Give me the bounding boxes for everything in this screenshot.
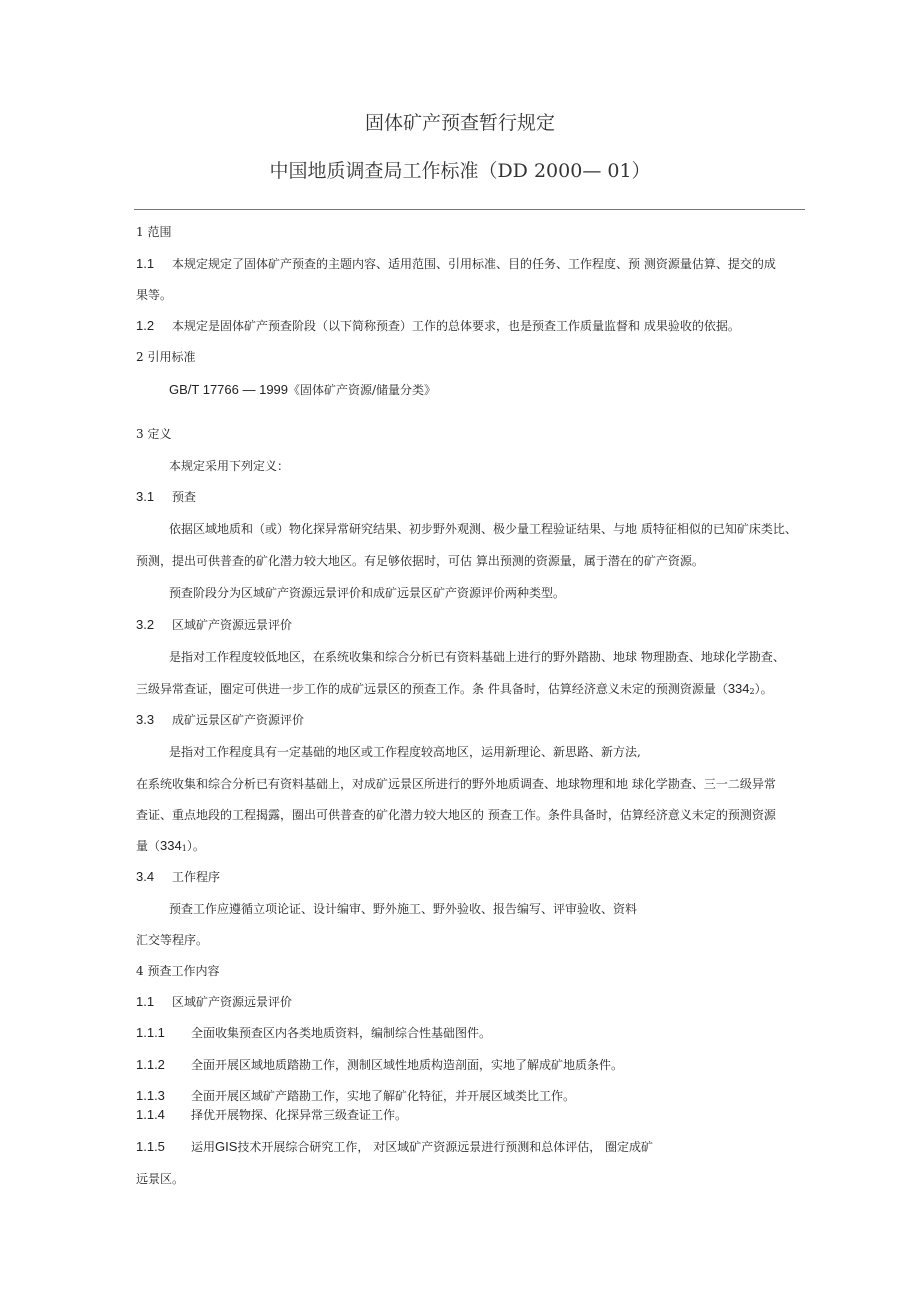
clause-number: 3.1 [136,489,155,504]
document-subtitle: 中国地质调查局工作标准（DD 2000— 01） [269,160,651,182]
clause-text: 择优开展物探、化探异常三级查证工作。 [191,1108,408,1122]
paragraph-line: 在系统收集和综合分析已有资料基础上，对成矿远景区所进行的野外地质调查、地球物理和地 球化学勘查、三一二级异常 [136,777,776,791]
paragraph-line: 本规定采用下列定义： [169,459,290,473]
paragraph-line [136,681,773,700]
paragraph-line: 依据区域地质和（或）物化探异常研究结果、初步野外观测、极少量工程验证结果、与地 质特征相似的已知矿床类比、 [169,522,797,536]
clause-number: 1.1.3 [136,1088,165,1103]
paragraph-line: 汇交等程序。 [136,933,209,947]
gis-term: GIS [215,1139,238,1154]
clause-1-1 [136,256,776,272]
section-heading-definitions: 3 定义 [136,427,172,441]
clause-number: 1.1.1 [136,1025,165,1040]
paragraph-line: 预查阶段分为区域矿产资源远景评价和成矿远景区矿产资源评价两种类型。 [169,586,566,600]
clause-3-2 [136,617,292,633]
clause-text: 区域矿产资源远景评价 [172,995,293,1009]
paragraph-line: 是指对工作程度较低地区，在系统收集和综合分析已有资料基础上进行的野外踏勘、地球 物理勘查、地球化学勘查、 [169,650,785,664]
paragraph-end: ）。 [754,682,773,696]
document-title: 固体矿产预查暂行规定 [364,112,555,134]
paragraph-line: 查证、重点地段的工程揭露，圈出可供普查的矿化潜力较大地区的 预查工作。条件具备时，估算经济意义未定的预测资源 [136,808,776,822]
clause-text-prefix: 运用 [191,1140,216,1154]
clause-text: 成矿远景区矿产资源评价 [172,713,305,727]
paragraph-line: 远景区。 [136,1172,185,1186]
resource-code-subscript: 1 [181,844,187,853]
clause-1-1-3 [136,1088,575,1104]
paragraph-end: ）。 [186,839,205,853]
clause-1-1-b [136,994,292,1010]
resource-code-subscript: 2 [749,687,755,696]
clause-number: 3.4 [136,869,155,884]
paragraph-line: 预查工作应遵循立项论证、设计编审、野外施工、野外验收、报告编写、评审验收、资料 [169,902,638,916]
clause-text: 预查 [172,490,197,504]
clause-3-4 [136,869,220,885]
clause-number: 1.1 [136,256,155,271]
standard-title: 《固体矿产资源/储量分类》 [288,383,437,397]
paragraph-text: 量（ [136,839,161,853]
section-heading-scope: 1 范围 [136,225,172,239]
clause-3-1 [136,489,196,505]
resource-code: 334 [160,838,182,853]
clause-text: 全面开展区域地质踏勘工作，测制区域性地质构造剖面，实地了解成矿地质条件。 [191,1058,624,1072]
clause-text: 工作程序 [172,870,221,884]
clause-number: 1.1.5 [136,1139,165,1154]
title-divider [134,209,805,210]
clause-1-1-2 [136,1057,623,1073]
paragraph-line: 是指对工作程度具有一定基础的地区或工作程度较高地区，运用新理论、新思路、新方法, [169,745,641,759]
clause-number: 1.1.2 [136,1057,165,1072]
paragraph-line: 果等。 [136,288,173,302]
standard-code: GB/T 17766 — 1999 [169,382,289,397]
clause-1-1-1 [136,1025,491,1041]
reference-standard [169,382,436,398]
clause-number: 1.2 [136,318,155,333]
clause-number: 3.3 [136,712,155,727]
clause-text: 本规定是固体矿产预查阶段（以下简称预查）工作的总体要求，也是预查工作质量监督和 成果验收的依据。 [172,319,740,333]
clause-1-2 [136,318,740,334]
clause-1-1-4 [136,1107,407,1123]
resource-code: 334 [727,681,750,696]
clause-text: 全面开展区域矿产踏勘工作，实地了解矿化特征，并开展区域类比工作。 [191,1089,576,1103]
section-heading-work-content: 4 预查工作内容 [136,964,220,978]
clause-text: 本规定规定了固体矿产预查的主题内容、适用范围、引用标准、目的任务、工作程度、预 测资源量估算、提交的成 [172,257,776,271]
paragraph-text: 三级异常查证，圈定可供进一步工作的成矿远景区的预查工作。条 件具备时，估算经济意义未定的预测资源量（ [136,682,728,696]
clause-number: 3.2 [136,617,155,632]
paragraph-line: 预测，提出可供普查的矿化潜力较大地区。有足够依据时，可估 算出预测的资源量，属于潜在的矿产资源。 [136,554,704,568]
clause-text: 技术开展综合研究工作， 对区域矿产资源远景进行预测和总体评估， 圈定成矿 [237,1140,654,1154]
section-heading-references: 2 引用标准 [136,350,196,364]
clause-number: 1.1 [136,994,155,1009]
clause-text: 区域矿产资源远景评价 [172,618,293,632]
clause-3-3 [136,712,304,728]
clause-1-1-5 [136,1139,653,1155]
clause-text: 全面收集预查区内各类地质资料，编制综合性基础图件。 [191,1026,492,1040]
paragraph-line [136,838,205,857]
clause-number: 1.1.4 [136,1107,165,1122]
